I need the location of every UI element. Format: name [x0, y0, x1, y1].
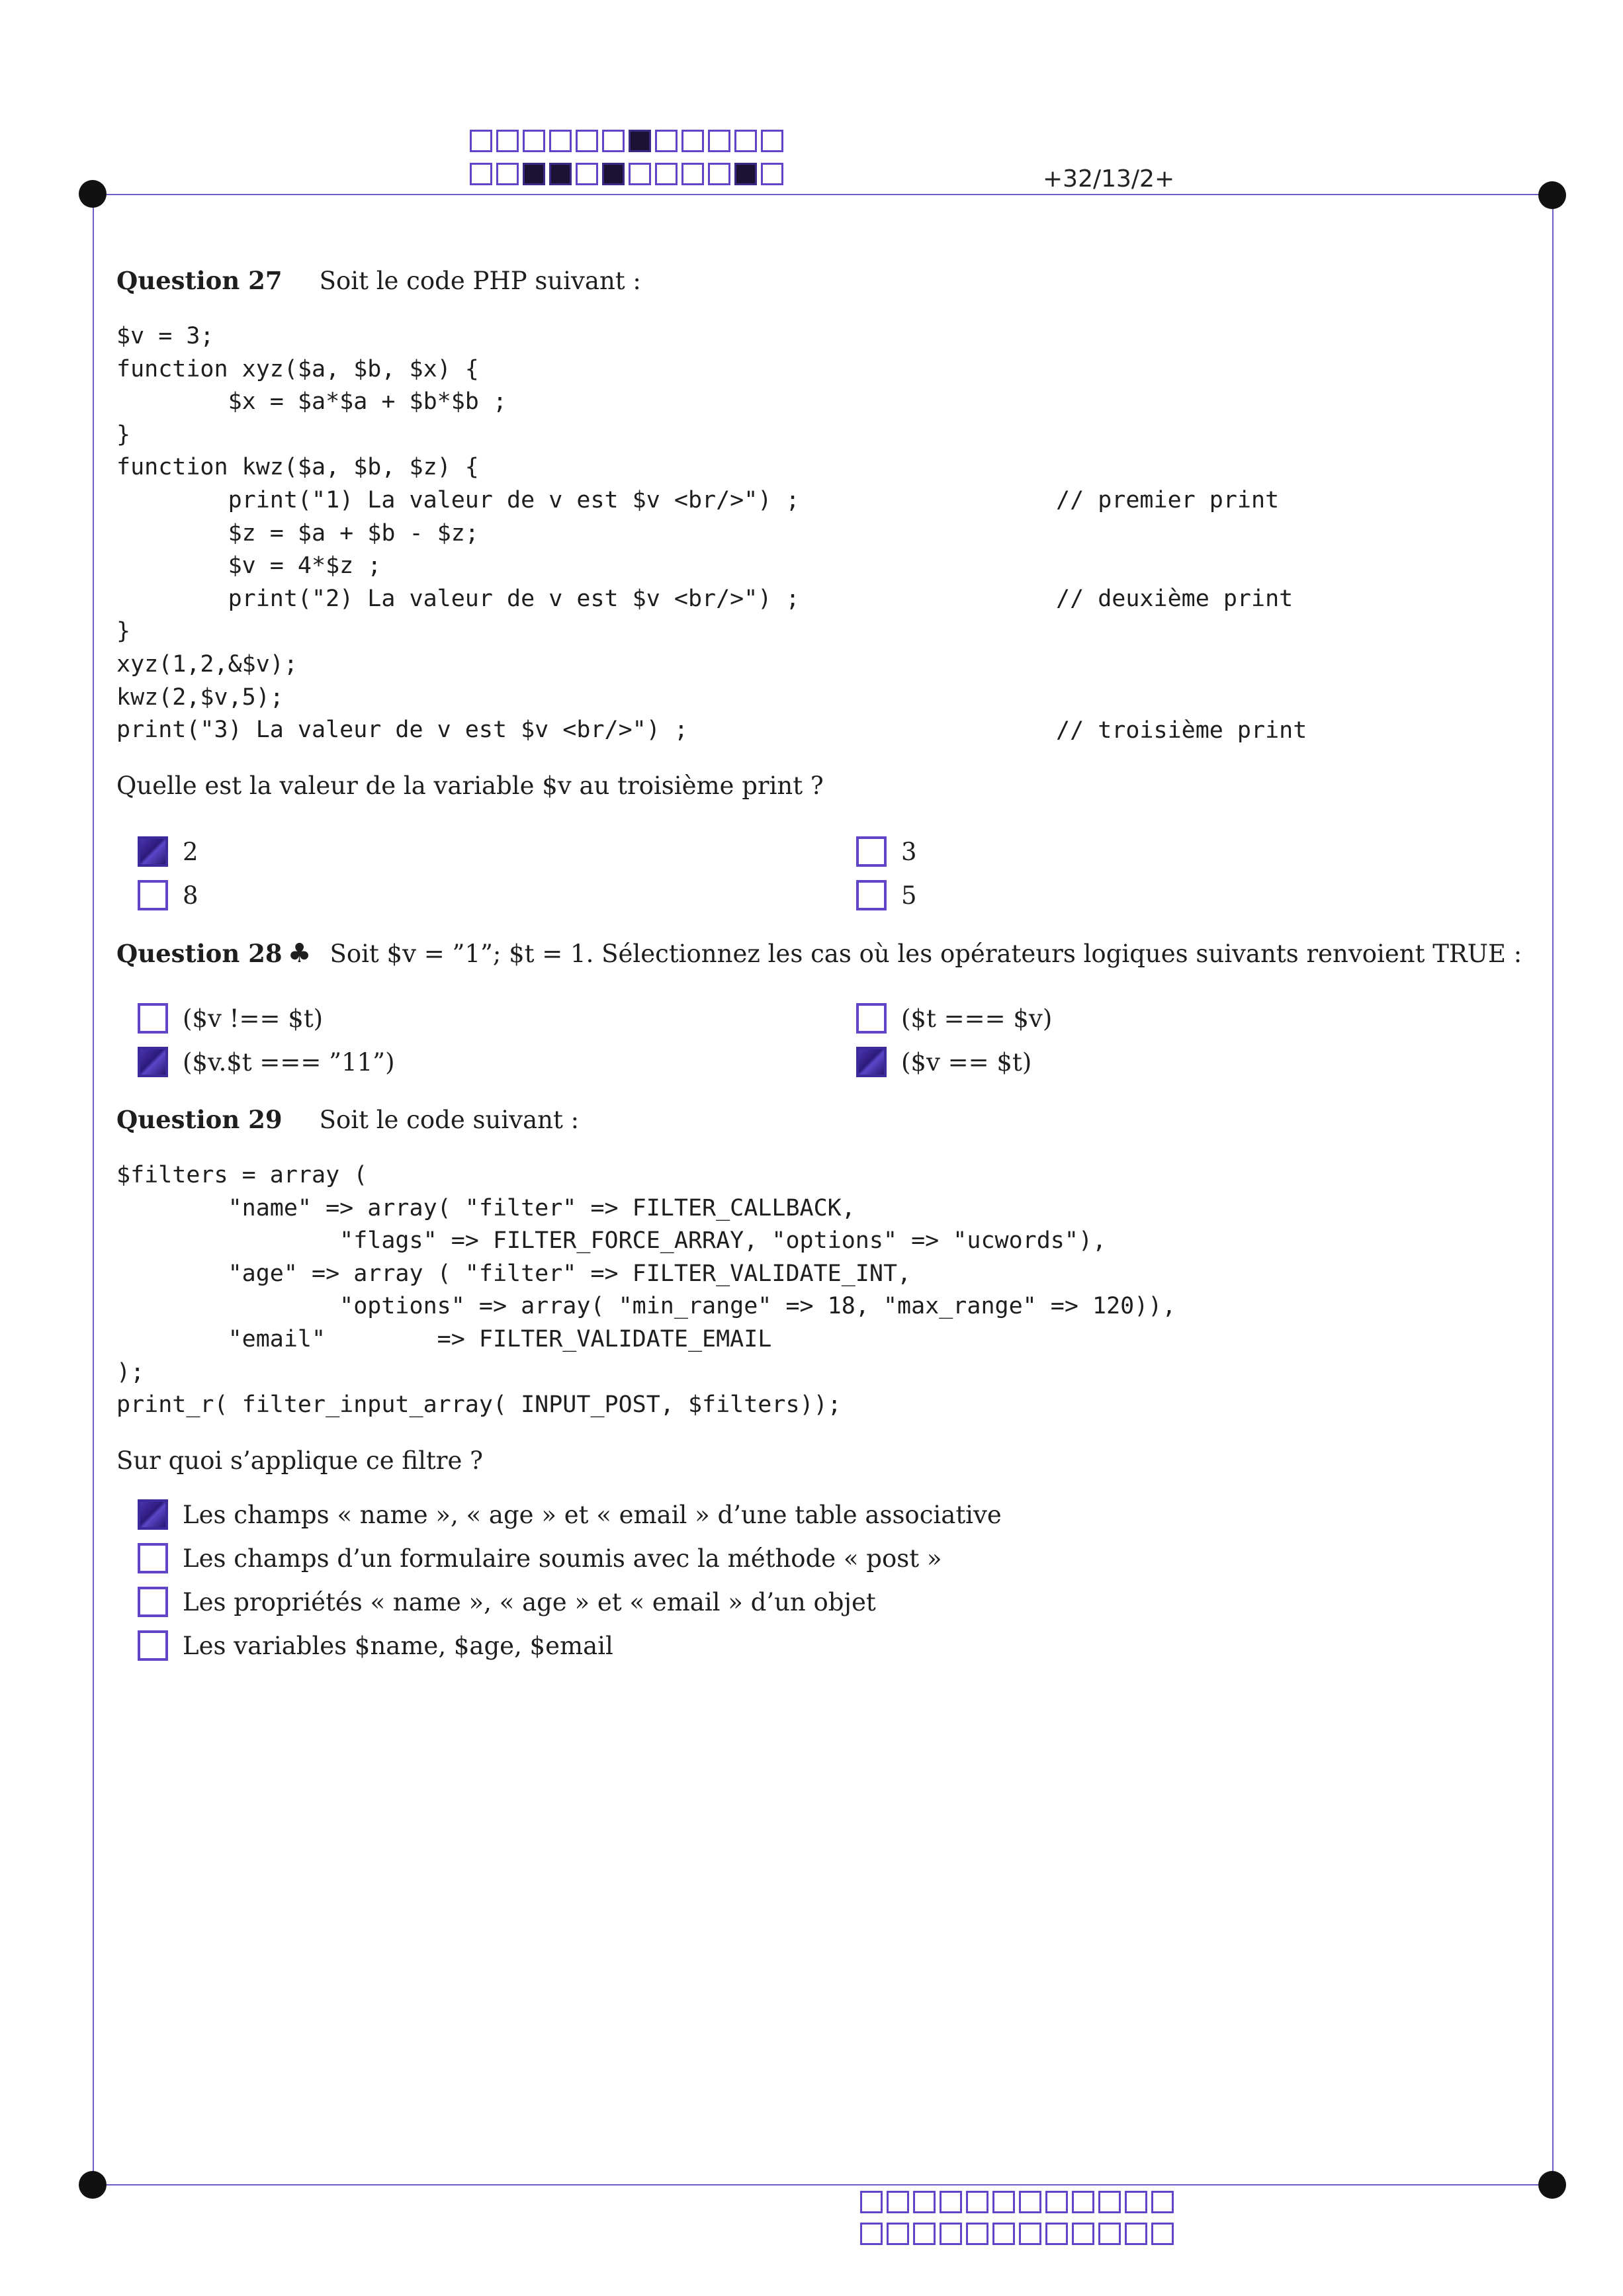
code-cell	[1098, 2191, 1121, 2213]
option-label: 3	[901, 837, 917, 866]
corner-mark-bottom-right	[1538, 2171, 1566, 2199]
option-label: Les propriétés « name », « age » et « email » d’un objet	[183, 1587, 876, 1616]
q28-option-3[interactable]	[138, 1047, 395, 1077]
code-cell	[496, 130, 519, 152]
checkbox[interactable]	[138, 880, 168, 910]
question-number: Question 29	[116, 1105, 283, 1134]
code-cell	[576, 130, 598, 152]
code-cell	[1072, 2191, 1094, 2213]
option-label: 8	[183, 881, 198, 910]
q27-code-block: $v = 3; function xyz($a, $b, $x) { $x = $a*$a + $b*$b ; } function kwz($a, $b, $z) { print("1) La valeur de v est $v <br/>") ; $z = $a + $b - $z; $v = 4*$z ; print("2) La valeur de v est $v <br/>") ; } xyz(1,2,&$v); kwz(2,$v,5); print("3) La valeur de v est $v <br/>") ;	[116, 323, 800, 744]
code-cell	[1045, 2191, 1068, 2213]
code-cell	[629, 130, 651, 152]
corner-mark-top-left	[79, 180, 107, 208]
question-title: Soit le code suivant :	[319, 1106, 580, 1134]
checkbox[interactable]	[856, 880, 887, 910]
question-28-header	[116, 938, 1522, 969]
option-label: Les champs « name », « age » et « email » d’une table associative	[183, 1500, 1002, 1529]
code-cell	[681, 163, 704, 185]
q28-option-1[interactable]	[138, 1003, 323, 1034]
option-label: ($v !== $t)	[183, 1004, 324, 1033]
code-cell	[734, 130, 757, 152]
code-cell	[708, 163, 730, 185]
comment-premier-print: // premier print	[1056, 487, 1280, 513]
frame-right-line	[1552, 194, 1554, 2186]
option-label: 2	[183, 837, 198, 866]
q27-question-text: Quelle est la valeur de la variable $v au troisième print ?	[116, 772, 824, 800]
question-27-header	[116, 266, 641, 295]
checkbox[interactable]	[138, 1587, 168, 1617]
code-cell	[1019, 2223, 1041, 2245]
checkbox[interactable]	[138, 1630, 168, 1661]
code-cell	[761, 163, 783, 185]
question-number: Question 28	[116, 939, 283, 968]
q27-option-4[interactable]	[856, 880, 917, 910]
top-code-row-1	[470, 130, 787, 152]
code-cell	[602, 130, 625, 152]
code-cell	[887, 2191, 909, 2213]
question-number: Question 27	[116, 266, 283, 295]
code-cell	[549, 163, 572, 185]
code-cell	[655, 130, 678, 152]
code-cell	[602, 163, 625, 185]
option-label: Les variables $name, $age, $email	[183, 1631, 613, 1660]
page-id: +32/13/2+	[1043, 165, 1175, 193]
code-cell	[1072, 2223, 1094, 2245]
code-cell	[992, 2191, 1015, 2213]
question-title: Soit le code PHP suivant :	[319, 267, 641, 295]
checkbox[interactable]	[138, 836, 168, 867]
code-cell	[860, 2223, 883, 2245]
comment-troisieme-print: // troisième print	[1056, 717, 1307, 744]
code-cell	[523, 130, 545, 152]
code-cell	[860, 2191, 883, 2213]
code-cell	[992, 2223, 1015, 2245]
code-cell	[1019, 2191, 1041, 2213]
q29-question-text: Sur quoi s’applique ce filtre ?	[116, 1446, 483, 1475]
frame-left-line	[93, 194, 94, 2186]
q29-option-4[interactable]	[138, 1630, 613, 1661]
code-cell	[913, 2191, 936, 2213]
corner-mark-bottom-left	[79, 2171, 107, 2199]
bottom-code-row-1	[860, 2191, 1178, 2213]
q27-option-3[interactable]	[138, 880, 198, 910]
code-cell	[470, 130, 492, 152]
q29-code-block: $filters = array ( "name" => array( "filter" => FILTER_CALLBACK, "flags" => FILTER_FORCE_ARRAY, "options" => "ucwords"), "age" => array ( "filter" => FILTER_VALIDATE_INT, "options" => array( "min_range" => 18, "max_range" => 120)), "email" => FILTER_VALIDATE_EMAIL ); print_r( filter_input_array( INPUT_POST, $filters));	[116, 1162, 1176, 1419]
q27-option-2[interactable]	[856, 836, 917, 867]
code-cell	[655, 163, 678, 185]
code-cell	[629, 163, 651, 185]
code-cell	[966, 2223, 988, 2245]
q29-option-2[interactable]	[138, 1543, 942, 1573]
option-label: 5	[901, 881, 917, 910]
frame-bottom-line	[93, 2184, 1554, 2186]
option-label: Les champs d’un formulaire soumis avec la méthode « post »	[183, 1544, 942, 1573]
code-cell	[940, 2223, 962, 2245]
q29-option-3[interactable]	[138, 1587, 876, 1617]
code-cell	[1098, 2223, 1121, 2245]
checkbox[interactable]	[138, 1003, 168, 1034]
code-cell	[496, 163, 519, 185]
checkbox[interactable]	[138, 1499, 168, 1530]
q28-option-2[interactable]	[856, 1003, 1052, 1034]
multiple-answer-club-icon: ♣	[287, 938, 312, 969]
q29-option-1[interactable]	[138, 1499, 1002, 1530]
option-label: ($t === $v)	[901, 1004, 1053, 1033]
frame-top-line	[93, 194, 1554, 195]
checkbox[interactable]	[856, 1047, 887, 1077]
code-cell	[549, 130, 572, 152]
code-cell	[1125, 2223, 1147, 2245]
code-cell	[734, 163, 757, 185]
code-cell	[1125, 2191, 1147, 2213]
code-cell	[576, 163, 598, 185]
code-cell	[1045, 2223, 1068, 2245]
code-cell	[708, 130, 730, 152]
question-title: Soit $v = ”1”; $t = 1. Sélectionnez les cas où les opérateurs logiques suivants renvoient TRUE :	[329, 940, 1522, 968]
option-label: ($v == $t)	[901, 1047, 1032, 1077]
checkbox[interactable]	[856, 1003, 887, 1034]
code-cell	[940, 2191, 962, 2213]
option-label: ($v.$t === ”11”)	[183, 1047, 395, 1077]
q27-option-1[interactable]	[138, 836, 198, 867]
code-cell	[523, 163, 545, 185]
checkbox[interactable]	[138, 1047, 168, 1077]
top-code-row-2	[470, 163, 787, 185]
comment-deuxieme-print: // deuxième print	[1056, 586, 1294, 612]
checkbox[interactable]	[138, 1543, 168, 1573]
code-cell	[913, 2223, 936, 2245]
code-cell	[761, 130, 783, 152]
question-29-header	[116, 1105, 579, 1134]
code-cell	[470, 163, 492, 185]
code-cell	[1151, 2191, 1174, 2213]
code-cell	[966, 2191, 988, 2213]
q28-option-4[interactable]	[856, 1047, 1031, 1077]
checkbox[interactable]	[856, 836, 887, 867]
corner-mark-top-right	[1538, 181, 1566, 209]
code-cell	[681, 130, 704, 152]
code-cell	[1151, 2223, 1174, 2245]
bottom-code-row-2	[860, 2223, 1178, 2245]
code-cell	[887, 2223, 909, 2245]
